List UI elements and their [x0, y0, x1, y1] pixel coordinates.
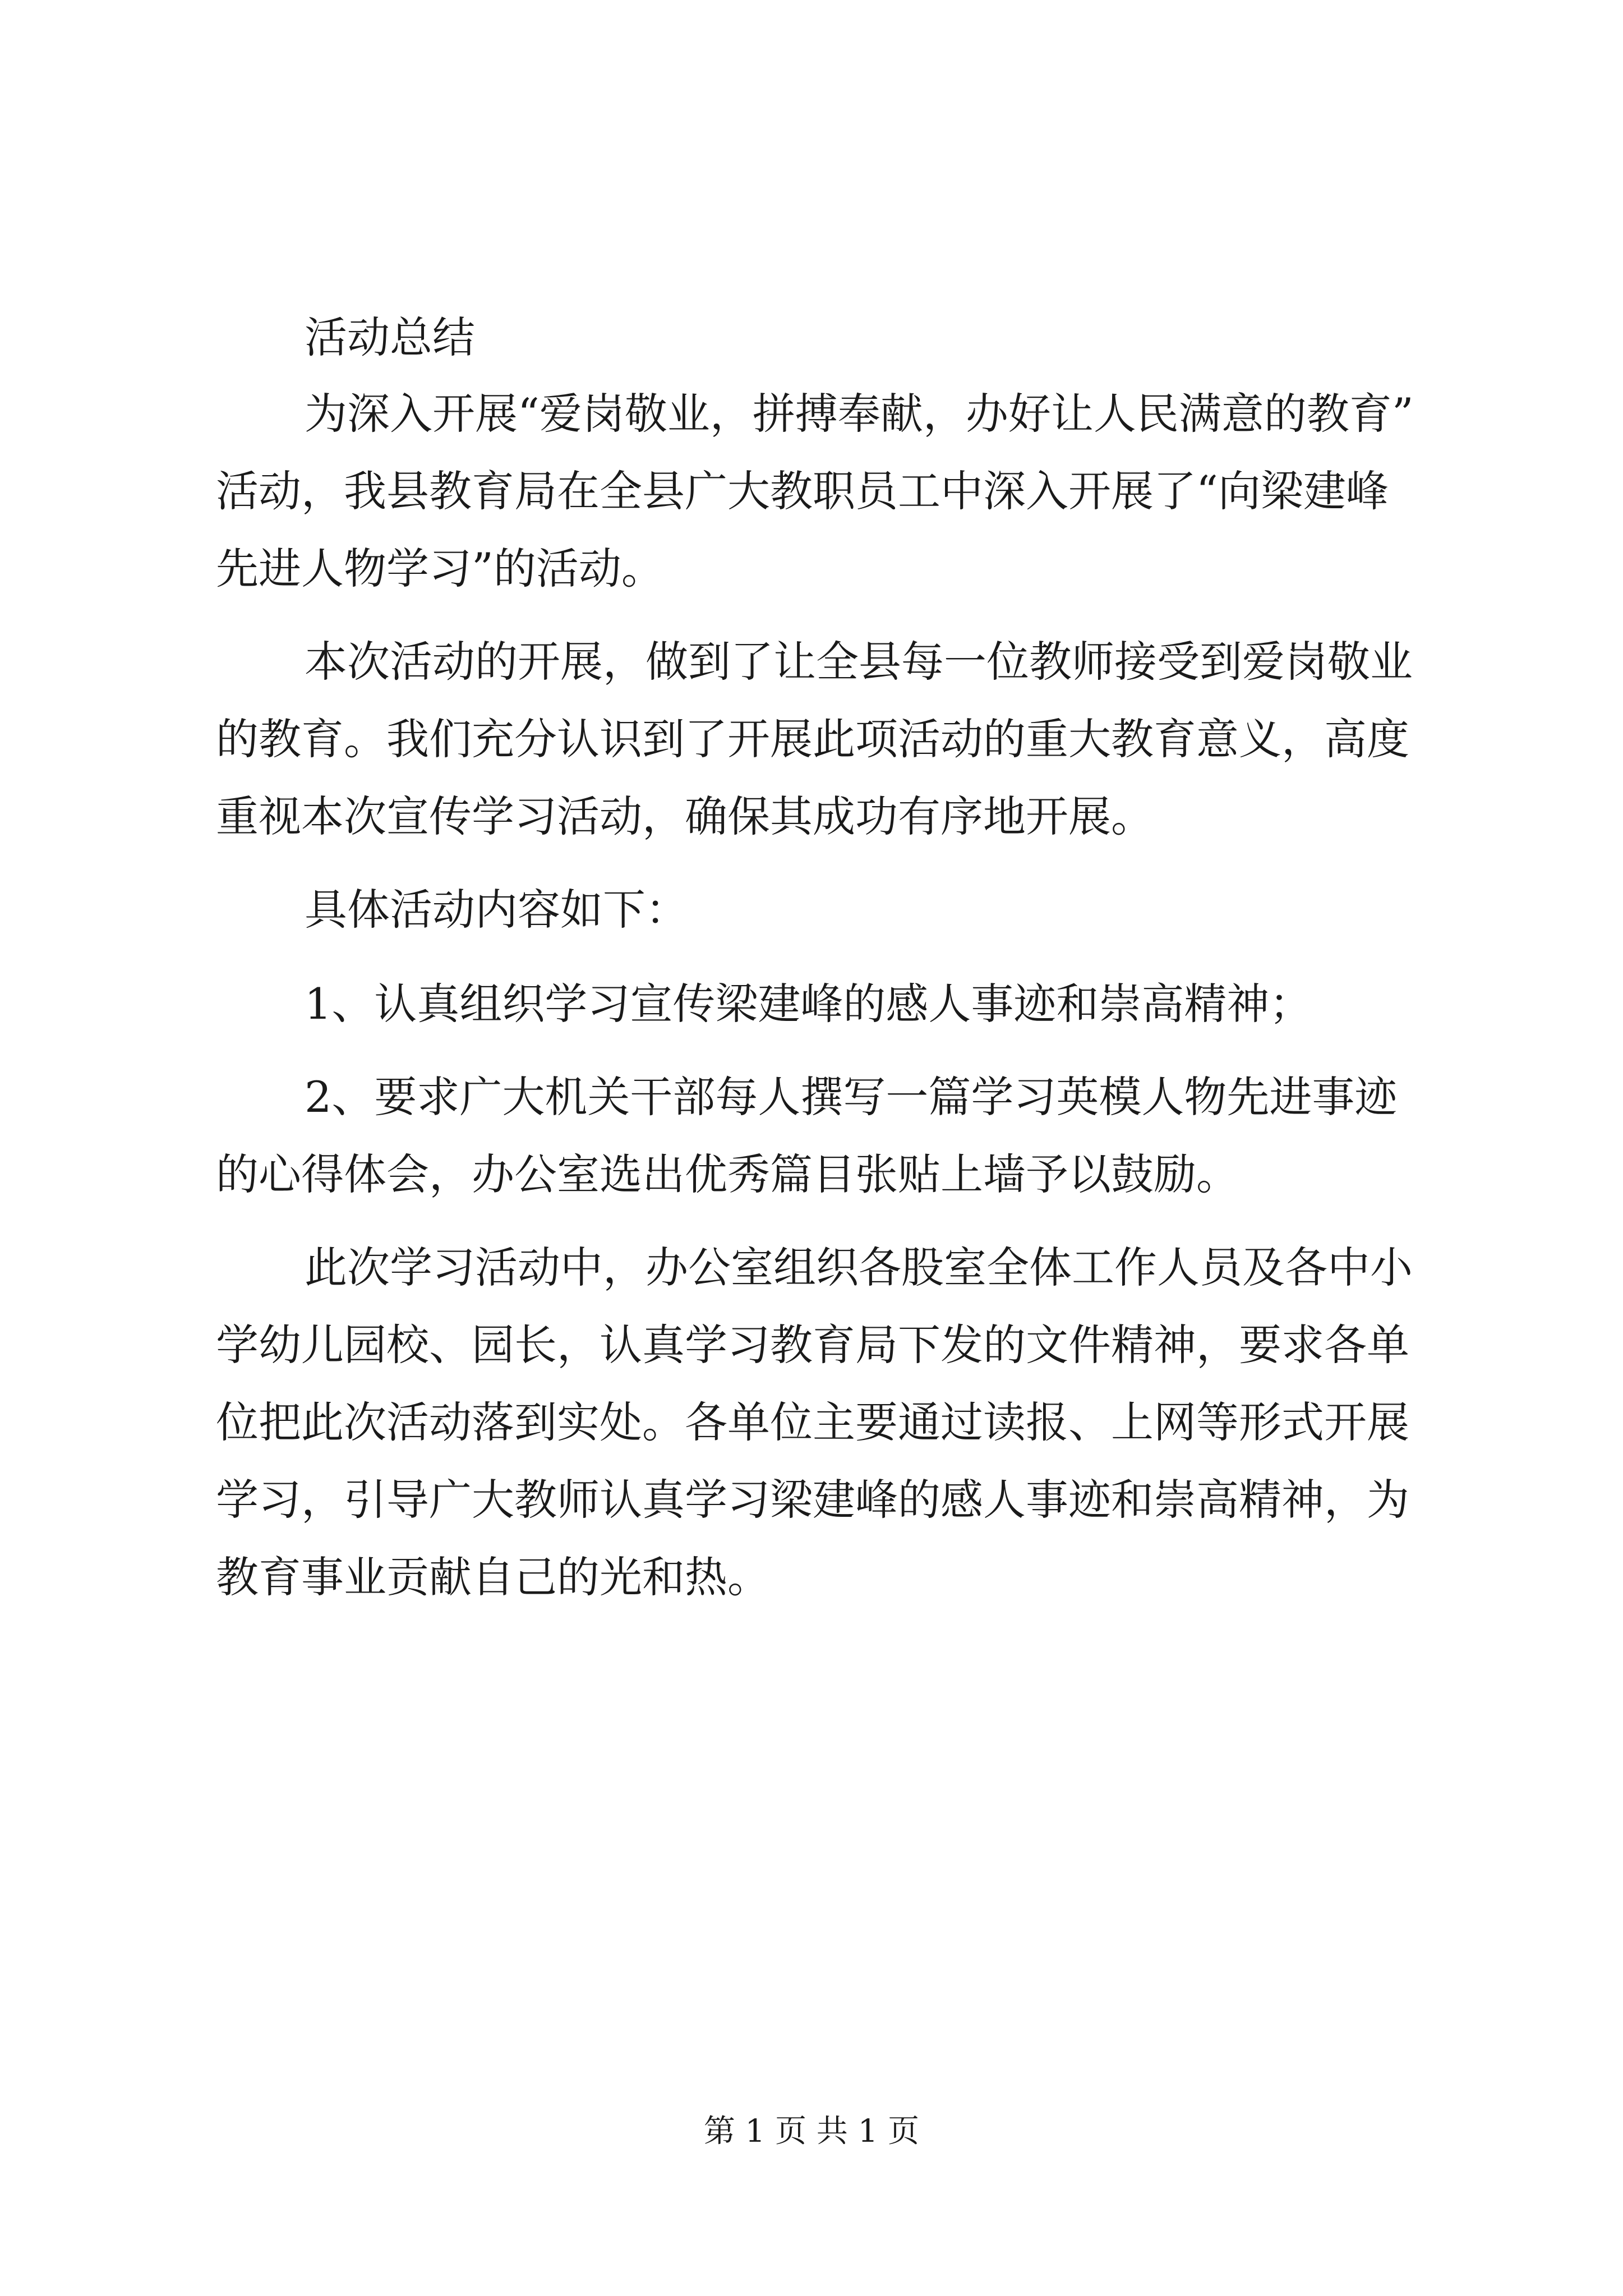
- paragraph-6-line-2: 学幼儿园校、园长，认真学习教育局下发的文件精神，要求各单: [216, 1320, 1409, 1370]
- paragraph-1-line-1: 为深入开展“爱岗敬业，拼搏奉献，办好让人民满意的教育”: [305, 389, 1414, 439]
- list-item-1: 1、认真组织学习宣传梁建峰的感人事迹和崇高精神；: [305, 979, 1312, 1029]
- list-item-2-line-1: 2、要求广大机关干部每人撰写一篇学习英模人物先进事迹: [305, 1072, 1398, 1122]
- paragraph-6-line-3: 位把此次活动落到实处。各单位主要通过读报、上网等形式开展: [216, 1397, 1409, 1447]
- paragraph-6-line-1: 此次学习活动中，办公室组织各股室全体工作人员及各中小: [305, 1243, 1413, 1292]
- paragraph-6-line-5: 教育事业贡献自己的光和热。: [216, 1552, 770, 1602]
- document-title: 活动总结: [305, 312, 475, 362]
- paragraph-6-line-4: 学习，引导广大教师认真学习梁建峰的感人事迹和崇高精神，为: [216, 1475, 1409, 1525]
- page-footer: 第 1 页 共 1 页: [703, 2113, 920, 2150]
- paragraph-1-line-2: 活动，我县教育局在全县广大教职员工中深入开展了“向梁建峰: [216, 466, 1389, 516]
- paragraph-2-line-3: 重视本次宣传学习活动，确保其成功有序地开展。: [216, 792, 1154, 841]
- list-item-2-line-2: 的心得体会，办公室选出优秀篇目张贴上墙予以鼓励。: [216, 1149, 1239, 1199]
- paragraph-3-line-1: 具体活动内容如下：: [305, 885, 688, 935]
- paragraph-2-line-1: 本次活动的开展，做到了让全县每一位教师接受到爱岗敬业: [305, 637, 1413, 687]
- paragraph-1-line-3: 先进人物学习”的活动。: [216, 544, 664, 593]
- paragraph-2-line-2: 的教育。我们充分认识到了开展此项活动的重大教育意义，高度: [216, 714, 1409, 764]
